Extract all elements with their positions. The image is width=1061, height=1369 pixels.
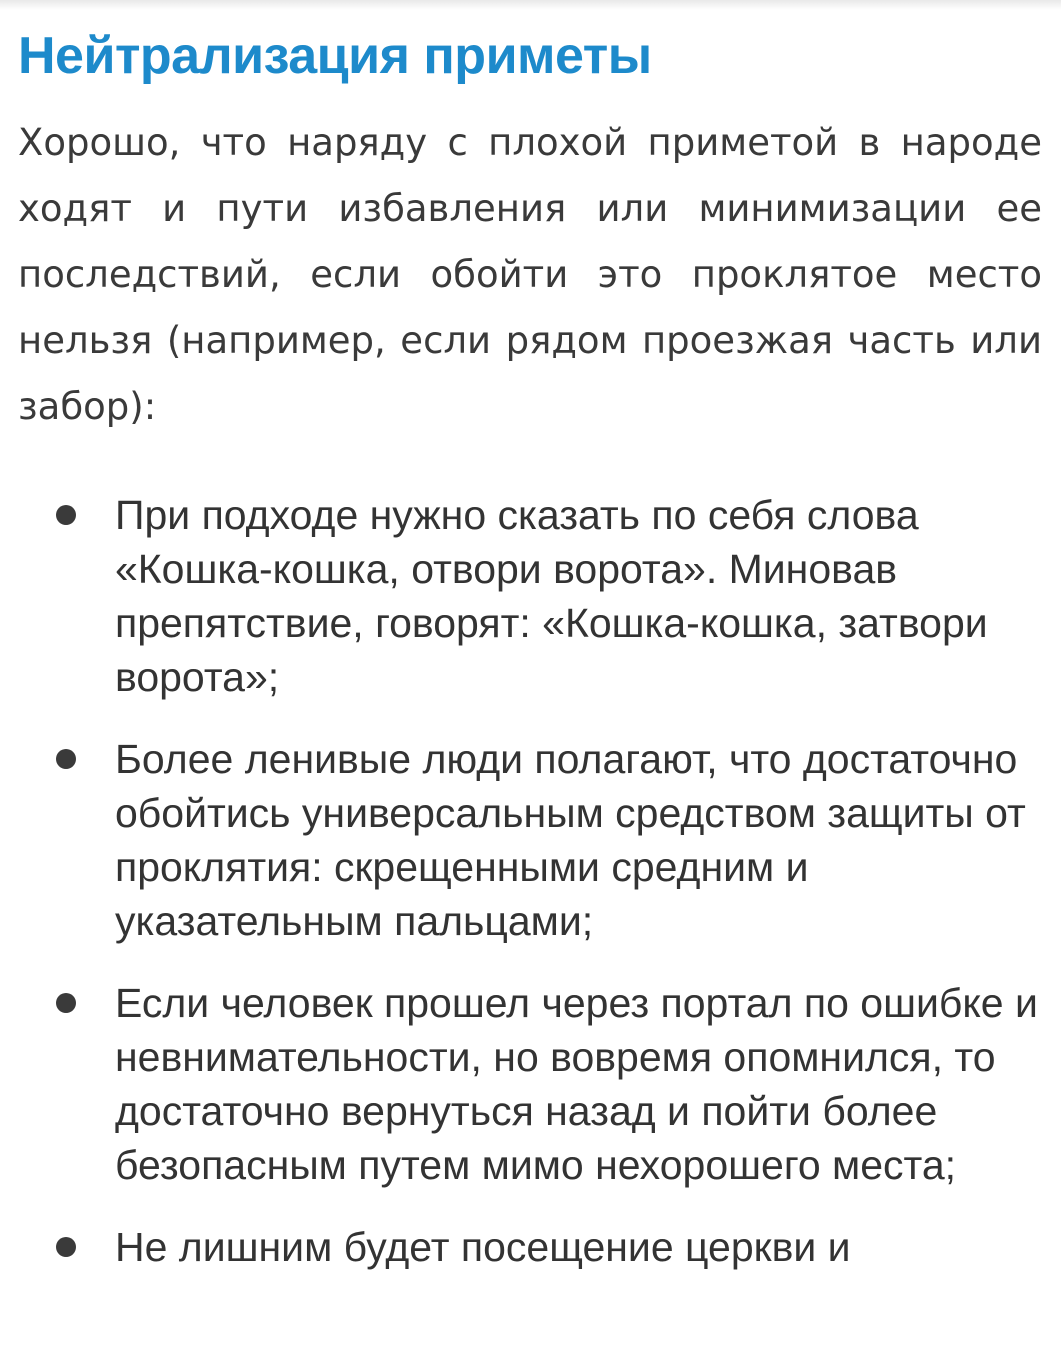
bullet-icon xyxy=(56,505,76,525)
section-heading: Нейтрализация приметы xyxy=(18,27,652,85)
list-item xyxy=(18,1220,1042,1274)
list-item xyxy=(18,976,1042,1192)
bullet-icon xyxy=(56,1237,76,1257)
intro-paragraph: Хорошо, что наряду с плохой приметой в народе ходят и пути избавления или минимизации ее последствий, если обойти это проклятое место нельзя (например, если рядом проезжая часть или забор): xyxy=(18,121,1042,428)
bullet-icon xyxy=(56,749,76,769)
list-item xyxy=(18,732,1042,948)
list-item-text: Если человек прошел через портал по ошибке и невнимательности, но вовремя опомнился, то достаточно вернуться назад и пойти более безопасным путем мимо нехорошего места; xyxy=(115,980,1038,1188)
bullet-list xyxy=(18,488,1042,1274)
bullet-icon xyxy=(56,993,76,1013)
list-item-text: При подходе нужно сказать по себя слова «Кошка-кошка, отвори ворота». Миновав препятствие, говорят: «Кошка-кошка, затвори ворота»; xyxy=(115,492,988,700)
list-item-text: Более ленивые люди полагают, что достаточно обойтись универсальным средством защиты от проклятия: скрещенными средним и указательным пальцами; xyxy=(115,736,1026,944)
list-item xyxy=(18,488,1042,704)
article-section xyxy=(18,0,1042,1302)
list-item-text: Не лишним будет посещение церкви и xyxy=(115,1224,851,1270)
